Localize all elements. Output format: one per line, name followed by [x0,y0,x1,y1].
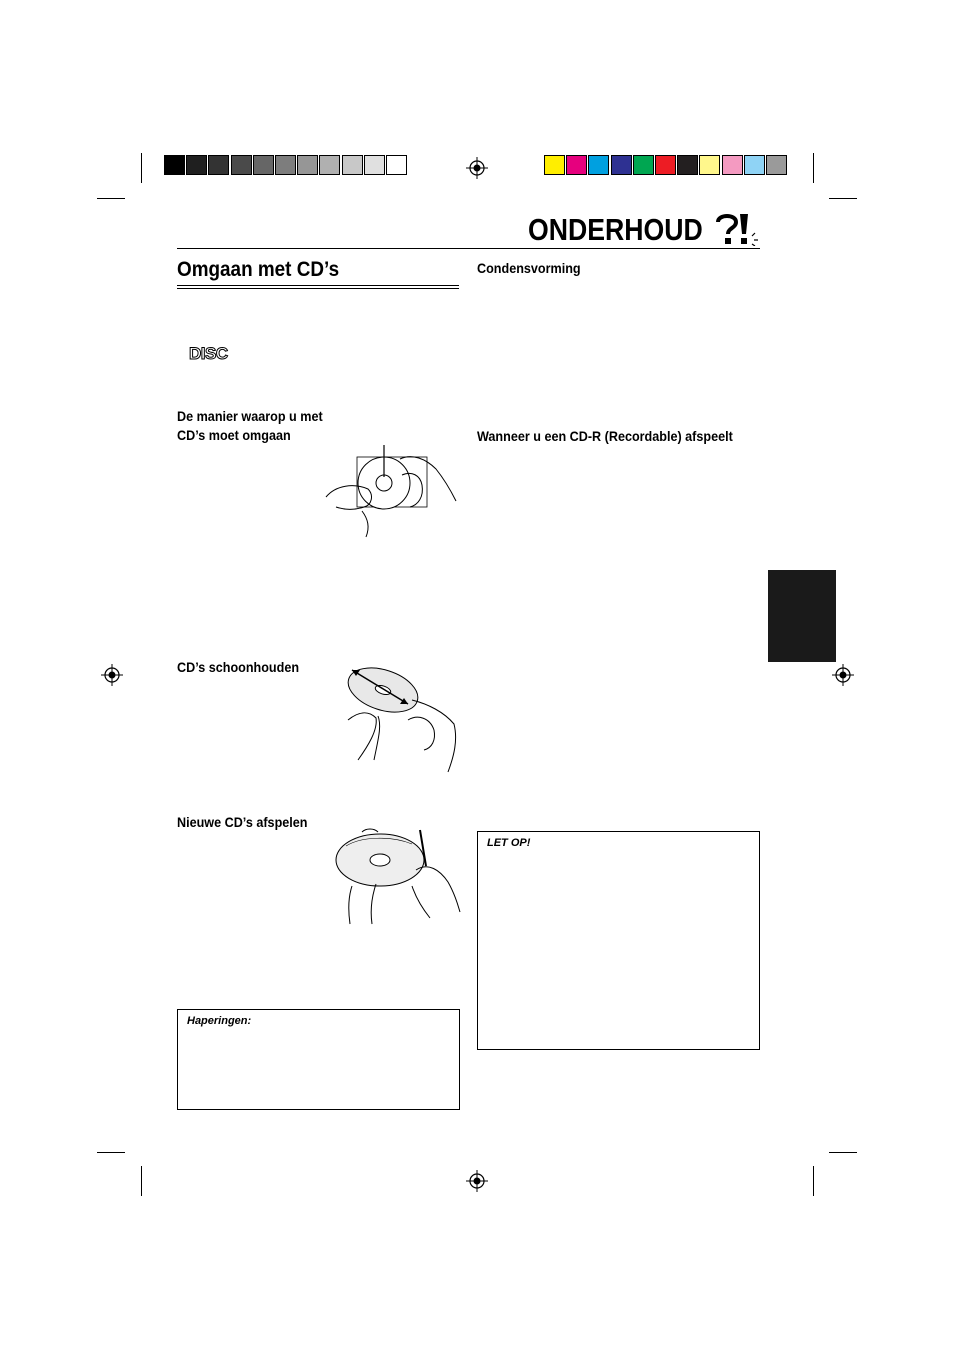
registration-mark-icon [466,1170,488,1192]
handling-heading-line: CD’s moet omgaan [177,427,291,443]
color-swatch [722,155,743,175]
cd-handling-illustration [322,445,462,540]
color-swatch [253,155,274,175]
registration-mark-icon [832,664,854,686]
color-swatch [566,155,587,175]
color-swatch [275,155,296,175]
caution-box-label: LET OP! [487,837,531,849]
color-swatch [766,155,787,175]
color-swatch [588,155,609,175]
question-exclamation-icon [710,210,760,246]
page-title: ONDERHOUD [528,212,703,247]
section-title: Omgaan met CD’s [177,258,340,281]
section-title-rule [177,285,459,286]
color-swatch [231,155,252,175]
color-swatch [677,155,698,175]
section-title-rule [177,288,459,289]
note-box [177,1009,460,1110]
color-swatch [744,155,765,175]
color-swatch [386,155,407,175]
color-swatch [655,155,676,175]
crop-mark [97,1152,125,1153]
cleaning-heading: CD’s schoonhouden [177,659,300,675]
cdr-heading: Wanneer u een CD-R (Recordable) afspeelt [477,428,733,444]
crop-mark [813,1166,814,1196]
registration-mark-icon [101,664,123,686]
color-swatch [633,155,654,175]
note-box-label: Haperingen: [187,1015,252,1027]
cd-cleaning-illustration [338,660,463,775]
handling-heading-line: De manier waarop u met [177,408,323,424]
handling-heading [177,407,323,445]
disc-logo-icon [188,343,230,363]
condensation-heading: Condensvorming [477,260,581,276]
crop-mark [141,153,142,183]
crop-mark [97,198,125,199]
color-swatch [297,155,318,175]
crop-mark [141,1166,142,1196]
color-swatch [342,155,363,175]
svg-text:DISC: DISC [189,344,228,363]
new-cds-heading: Nieuwe CD’s afspelen [177,814,308,830]
color-swatch [319,155,340,175]
crop-mark [813,153,814,183]
side-tab [768,570,836,662]
color-swatch [186,155,207,175]
color-swatch [699,155,720,175]
crop-mark [829,198,857,199]
color-swatch [208,155,229,175]
title-rule [177,248,760,249]
color-swatch [544,155,565,175]
caution-box [477,831,760,1050]
registration-mark-icon [466,157,488,179]
cd-new-illustration [332,826,462,926]
color-swatch [611,155,632,175]
crop-mark [829,1152,857,1153]
color-swatch [364,155,385,175]
color-swatch [164,155,185,175]
